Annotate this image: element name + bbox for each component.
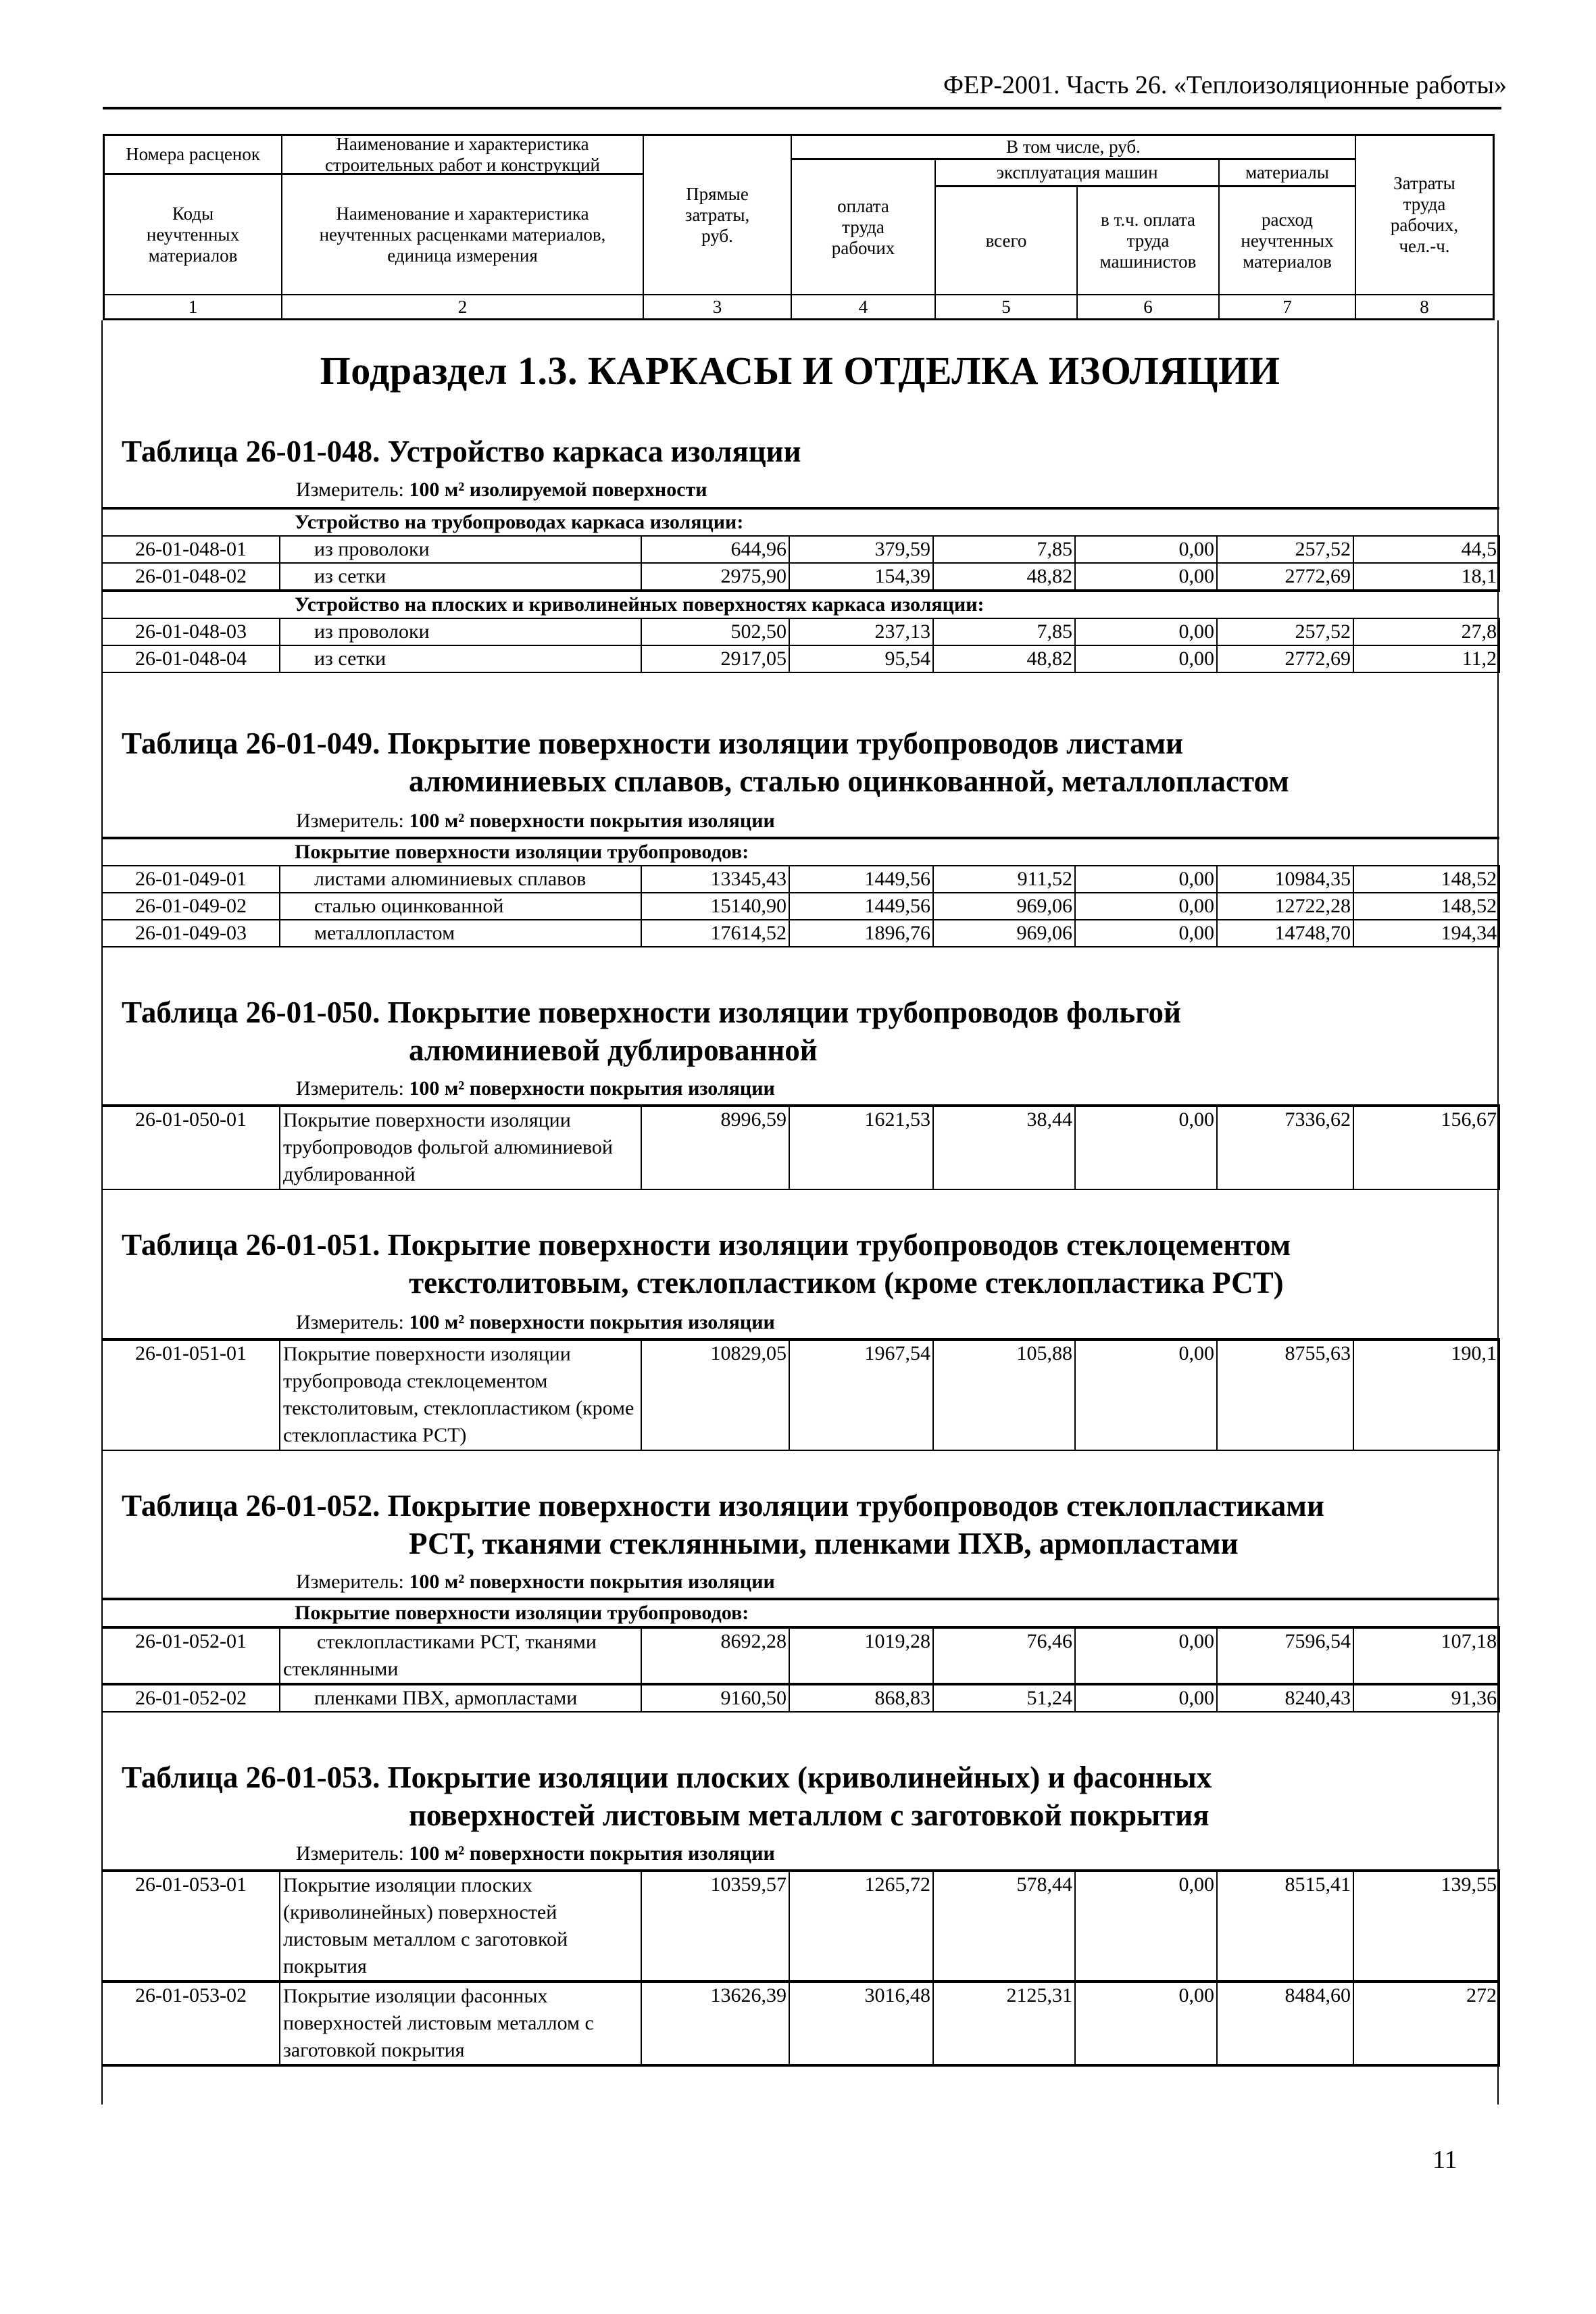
col-number: 6	[1076, 294, 1218, 318]
table-051-title: Таблица 26-01-051. Покрытие поверхности изоляции трубопроводов стеклоцементом	[122, 1228, 1291, 1262]
table-053-title-cont: поверхностей листовым металлом с заготовкой покрытия	[409, 1798, 1210, 1832]
table-052	[101, 1598, 1500, 1713]
col5-header: всего	[934, 187, 1076, 294]
table-row: 26-01-051-01 Покрытие поверхности изоляции трубопровода стеклоцементом текстолитовым, стеклопластиком (кроме стеклопластика РСТ) 10829,05 1967,54 105,88 0,00 8755,63 190,1	[102, 1339, 1499, 1450]
col-number: 4	[791, 294, 934, 318]
table-row: 26-01-048-04 из сетки 2917,05 95,54 48,82 0,00 2772,69 11,2	[102, 645, 1499, 672]
group-label: Устройство на трубопроводах каркаса изоляции:	[102, 508, 1499, 536]
table-row: 26-01-049-03 металлопластом 17614,52 1896,76 969,06 0,00 14748,70 194,34	[102, 920, 1499, 947]
materials-header: материалы	[1218, 160, 1355, 187]
col-number: 5	[934, 294, 1076, 318]
table-051	[101, 1338, 1500, 1451]
table-row: 26-01-048-03 из проволоки 502,50 237,13 7,85 0,00 257,52 27,8	[102, 618, 1499, 645]
subsection-title: Подраздел 1.3. КАРКАСЫ И ОТДЕЛКА ИЗОЛЯЦИИ	[320, 349, 1280, 393]
table-052-measure: Измеритель: 100 м² поверхности покрытия изоляции	[296, 1571, 775, 1593]
header-rule	[103, 107, 1501, 109]
table-049-title: Таблица 26-01-049. Покрытие поверхности изоляции трубопроводов листами	[122, 727, 1184, 760]
table-051-measure: Измеритель: 100 м² поверхности покрытия изоляции	[296, 1311, 775, 1333]
table-row: 26-01-052-01 стеклопластиками РСТ, тканями стеклянными 8692,28 1019,28 76,46 0,00 7596,54 107,18	[102, 1627, 1499, 1684]
col-number: 2	[281, 294, 643, 318]
table-row: 26-01-048-01 из проволоки 644,96 379,59 7,85 0,00 257,52 44,5	[102, 536, 1499, 563]
table-050	[101, 1104, 1500, 1190]
table-049-title-cont: алюминиевых сплавов, сталью оцинкованной, металлопластом	[409, 764, 1289, 798]
table-048-measure: Измеритель: 100 м² изолируемой поверхности	[296, 478, 707, 501]
col6-header: в т.ч. оплата труда машинистов	[1076, 187, 1218, 294]
table-row: 26-01-049-01 листами алюминиевых сплавов 13345,43 1449,56 911,52 0,00 10984,35 148,52	[102, 866, 1499, 893]
table-row: 26-01-050-01 Покрытие поверхности изоляции трубопроводов фольгой алюминиевой дублированной 8996,59 1621,53 38,44 0,00 7336,62 156,67	[102, 1106, 1499, 1189]
table-048-title: Таблица 26-01-048. Устройство каркаса изоляции	[122, 435, 801, 468]
table-050-title: Таблица 26-01-050. Покрытие поверхности изоляции трубопроводов фольгой	[122, 995, 1181, 1029]
group-label: Покрытие поверхности изоляции трубопроводов:	[102, 1599, 1499, 1627]
col3-header: Прямые затраты, руб.	[643, 136, 791, 294]
running-header: ФЕР-2001. Часть 26. «Теплоизоляционные работы»	[943, 71, 1507, 99]
col-number: 7	[1218, 294, 1355, 318]
table-050-title-cont: алюминиевой дублированной	[409, 1033, 818, 1067]
group-label: Покрытие поверхности изоляции трубопроводов:	[102, 838, 1499, 866]
table-row: 26-01-053-01 Покрытие изоляции плоских (криволинейных) поверхностей листовым металлом с заготовкой покрытия 10359,57 1265,72 578,44 0,00 8515,41 139,55	[102, 1871, 1499, 1981]
col-number: 3	[643, 294, 791, 318]
machines-header: эксплуатация машин	[934, 160, 1218, 187]
table-053-measure: Измеритель: 100 м² поверхности покрытия изоляции	[296, 1842, 775, 1865]
table-052-title: Таблица 26-01-052. Покрытие поверхности изоляции трубопроводов стеклопластиками	[122, 1489, 1324, 1523]
col1-top-header: Номера расценок	[105, 136, 281, 175]
col-number: 8	[1355, 294, 1493, 318]
col2-bottom-header: Наименование и характеристика неучтенных расценками материалов, единица измерения	[281, 175, 643, 294]
group-label: Устройство на плоских и криволинейных поверхностях каркаса изоляции:	[102, 591, 1499, 618]
table-048	[101, 507, 1500, 673]
table-049-measure: Измеритель: 100 м² поверхности покрытия изоляции	[296, 810, 775, 832]
col8-header: Затраты труда рабочих, чел.-ч.	[1355, 136, 1493, 294]
table-051-title-cont: текстолитовым, стеклопластиком (кроме стеклопластика РСТ)	[409, 1266, 1284, 1300]
table-049	[101, 837, 1500, 947]
table-row: 26-01-053-02 Покрытие изоляции фасонных поверхностей листовым металлом с заготовкой покрытия 13626,39 3016,48 2125,31 0,00 8484,60 272	[102, 1981, 1499, 2065]
col2-top-header: Наименование и характеристика строительных работ и конструкций	[281, 136, 643, 175]
table-row: 26-01-048-02 из сетки 2975,90 154,39 48,82 0,00 2772,69 18,1	[102, 563, 1499, 591]
col-number: 1	[105, 294, 281, 318]
col4-header: оплата труда рабочих	[791, 160, 934, 294]
table-052-title-cont: РСТ, тканями стеклянными, пленками ПХВ, армопластами	[409, 1527, 1239, 1560]
table-053-title: Таблица 26-01-053. Покрытие изоляции плоских (криволинейных) и фасонных	[122, 1761, 1212, 1794]
table-053	[101, 1869, 1500, 2067]
column-header	[103, 134, 1495, 320]
table-row: 26-01-052-02 пленками ПВХ, армопластами 9160,50 868,83 51,24 0,00 8240,43 91,36	[102, 1684, 1499, 1712]
table-050-measure: Измеритель: 100 м² поверхности покрытия изоляции	[296, 1077, 775, 1100]
col1-bottom-header: Коды неучтенных материалов	[146, 203, 240, 266]
col7-header: расход неучтенных материалов	[1218, 187, 1355, 294]
group-header: В том числе, руб.	[791, 136, 1355, 160]
table-row: 26-01-049-02 сталью оцинкованной 15140,90 1449,56 969,06 0,00 12722,28 148,52	[102, 893, 1499, 920]
page-number: 11	[1432, 2146, 1457, 2174]
